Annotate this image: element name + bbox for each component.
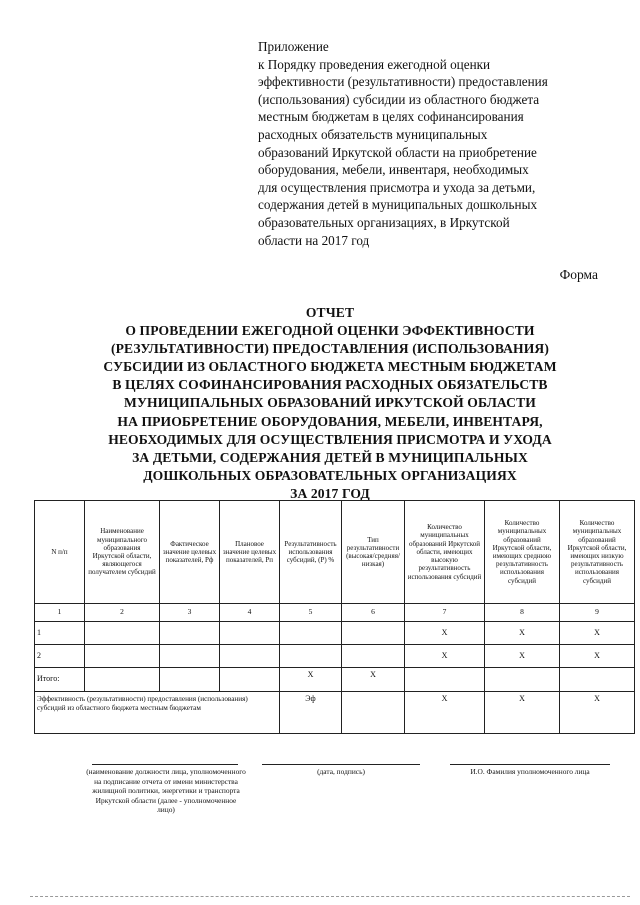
title-line: (РЕЗУЛЬТАТИВНОСТИ) ПРЕДОСТАВЛЕНИЯ (ИСПОЛЬЗОВАНИЯ) xyxy=(111,341,549,357)
table-cell xyxy=(160,645,220,668)
annex-line: для осуществления присмотра и ухода за детьми, xyxy=(258,179,536,195)
title-line: НА ПРИОБРЕТЕНИЕ ОБОРУДОВАНИЯ, МЕБЕЛИ, ИНВЕНТАРЯ, xyxy=(117,413,543,429)
column-number-row xyxy=(35,604,635,622)
annex-line: (использования) субсидии из областного бюджета xyxy=(258,91,540,107)
header-cell: Плановое значение целевых показателей, Рп xyxy=(220,501,280,604)
annex-line: образовательных организациях, в Иркутской xyxy=(258,214,510,230)
title-line: О ПРОВЕДЕНИИ ЕЖЕГОДНОЙ ОЦЕНКИ ЭФФЕКТИВНОСТИ xyxy=(125,323,535,339)
title-line: ДОШКОЛЬНЫХ ОБРАЗОВАТЕЛЬНЫХ ОРГАНИЗАЦИЯХ xyxy=(143,467,517,483)
header-cell: Фактическое значение целевых показателей, Рф xyxy=(160,501,220,604)
table-cell: X xyxy=(560,692,635,734)
table-cell xyxy=(85,668,160,692)
table-cell: X xyxy=(560,645,635,668)
annex-line: образований Иркутской области на приобретение xyxy=(258,144,537,160)
report-title xyxy=(30,304,630,503)
column-number: 7 xyxy=(405,604,485,622)
total-label: Итого: xyxy=(35,668,85,692)
form-label: Форма xyxy=(559,267,598,282)
table-cell: X xyxy=(560,622,635,645)
table-cell: X xyxy=(405,692,485,734)
header-cell: Результативность использования субсидий, (Р) % xyxy=(280,501,342,604)
table-cell xyxy=(85,622,160,645)
title-line: НЕОБХОДИМЫХ ДЛЯ ОСУЩЕСТВЛЕНИЯ ПРИСМОТРА И УХОДА xyxy=(108,431,552,447)
column-number: 4 xyxy=(220,604,280,622)
annex-line: содержания детей в муниципальных дошкольных xyxy=(258,197,538,213)
column-number: 8 xyxy=(485,604,560,622)
position-signature-line xyxy=(92,764,238,765)
efficiency-row xyxy=(35,692,635,734)
table-cell xyxy=(280,645,342,668)
table-cell: X xyxy=(405,645,485,668)
name-signature-line xyxy=(450,764,610,765)
column-number: 9 xyxy=(560,604,635,622)
efficiency-label: Эффективность (результативности) предоставления (использования) субсидий из областного бюджета местным бюджетам xyxy=(35,692,280,734)
annex-line: местным бюджетам в целях софинансирования xyxy=(258,109,524,125)
name-caption: И.О. Фамилия уполномоченного лица xyxy=(470,767,590,776)
title-line: МУНИЦИПАЛЬНЫХ ОБРАЗОВАНИЙ ИРКУТСКОЙ ОБЛАСТИ xyxy=(124,395,536,411)
title-line: ОТЧЕТ xyxy=(305,305,355,320)
column-number: 1 xyxy=(35,604,85,622)
table-cell xyxy=(220,622,280,645)
table-cell: Эф xyxy=(280,692,342,734)
column-number: 5 xyxy=(280,604,342,622)
table-cell xyxy=(160,668,220,692)
column-number: 3 xyxy=(160,604,220,622)
header-cell: Количество муниципальных образований Иркутской области, имеющих низкую результативность использования субсидий xyxy=(560,501,635,604)
table-cell xyxy=(560,668,635,692)
table-cell: 2 xyxy=(35,645,85,668)
annex-note xyxy=(258,38,628,249)
header-cell: Количество муниципальных образований Иркутской области, имеющих высокую результативность использования субсидий xyxy=(405,501,485,604)
header-cell: Количество муниципальных образований Иркутской области, имеющих среднюю результативность использования субсидий xyxy=(485,501,560,604)
table-row xyxy=(35,645,635,668)
annex-line: Приложение xyxy=(258,39,329,54)
column-number: 6 xyxy=(342,604,405,622)
annex-line: к Порядку проведения ежегодной оценки xyxy=(258,56,491,72)
table-cell: X xyxy=(280,668,342,692)
table-cell: X xyxy=(485,622,560,645)
header-cell: Тип результативности (высокая/средняя/низкая) xyxy=(342,501,405,604)
report-table xyxy=(34,500,635,734)
header-row xyxy=(35,501,635,604)
table-cell: X xyxy=(485,692,560,734)
title-line: ЗА ДЕТЬМИ, СОДЕРЖАНИЯ ДЕТЕЙ В МУНИЦИПАЛЬНЫХ xyxy=(132,449,528,465)
table-cell: X xyxy=(485,645,560,668)
annex-line: области на 2017 год xyxy=(258,232,370,248)
table-cell: X xyxy=(405,622,485,645)
date-caption: (дата, подпись) xyxy=(317,767,365,776)
date-signature-line xyxy=(262,764,420,765)
header-cell: N п/п xyxy=(35,501,85,604)
table-cell xyxy=(342,622,405,645)
total-row xyxy=(35,668,635,692)
table-cell xyxy=(220,668,280,692)
column-number: 2 xyxy=(85,604,160,622)
table-cell xyxy=(485,668,560,692)
title-line: СУБСИДИИ ИЗ ОБЛАСТНОГО БЮДЖЕТА МЕСТНЫМ БЮДЖЕТАМ xyxy=(103,359,557,375)
header-cell: Наименование муниципального образования Иркутской области, являющегося получателем субсидий xyxy=(85,501,160,604)
table-row xyxy=(35,622,635,645)
title-line: В ЦЕЛЯХ СОФИНАНСИРОВАНИЯ РАСХОДНЫХ ОБЯЗАТЕЛЬСТВ xyxy=(112,377,548,393)
table-cell xyxy=(280,622,342,645)
table-cell xyxy=(405,668,485,692)
page-edge-divider xyxy=(30,896,630,897)
title-line: ЗА 2017 ГОД xyxy=(290,485,370,501)
table-cell xyxy=(160,622,220,645)
annex-line: эффективности (результативности) предоставления xyxy=(258,74,548,90)
table-cell xyxy=(85,645,160,668)
annex-line: расходных обязательств муниципальных xyxy=(258,126,488,142)
annex-line: оборудования, мебели, инвентаря, необходимых xyxy=(258,162,529,178)
table-cell: 1 xyxy=(35,622,85,645)
table-cell xyxy=(342,645,405,668)
position-caption: (наименование должности лица, уполномоченного на подписание отчета от имени министерства жилищной политики, энергетики и транспорта Иркутской области (далее - уполномоченное лицо) xyxy=(86,767,246,815)
table-cell xyxy=(220,645,280,668)
table-cell: X xyxy=(342,668,405,692)
table-cell xyxy=(342,692,405,734)
